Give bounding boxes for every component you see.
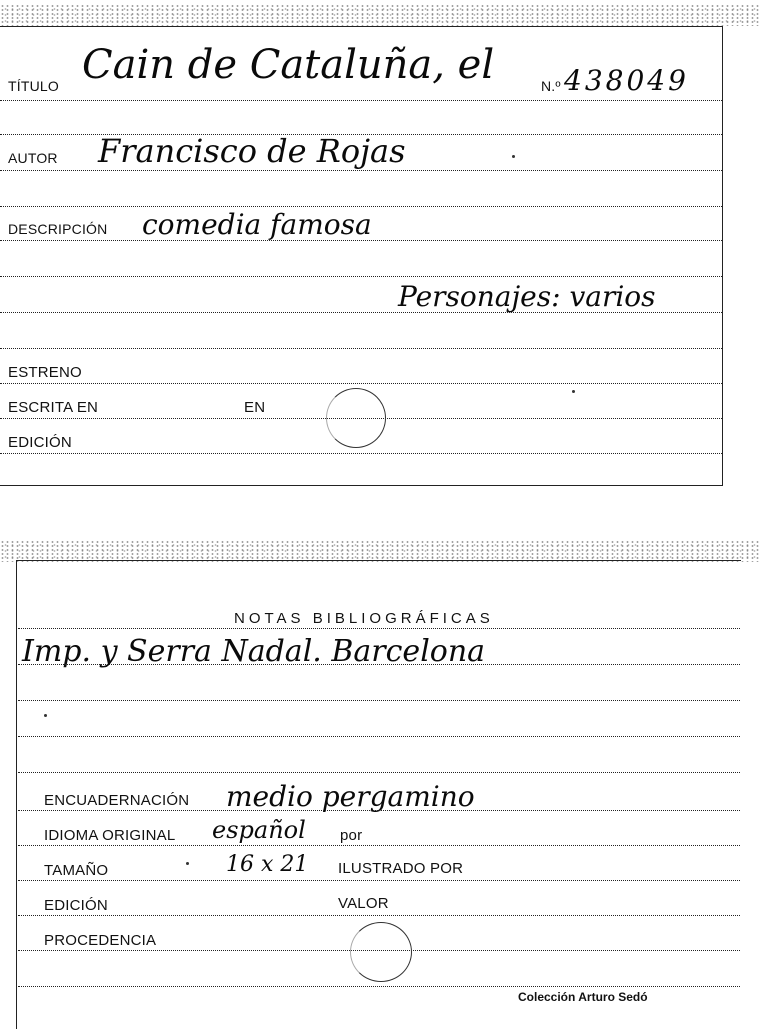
titulo-line [0, 100, 722, 101]
speck [186, 862, 189, 865]
notas-value: Imp. y Serra Nadal. Barcelona [22, 634, 486, 669]
encuadernacion-value: medio pergamino [226, 780, 475, 813]
tamano-value: 16 x 21 [226, 852, 309, 877]
autor-line [0, 170, 722, 171]
autor-value: Francisco de Rojas [98, 132, 406, 170]
en-label: EN [244, 399, 266, 416]
separator-line [0, 206, 722, 207]
escrita-en-label: ESCRITA EN [8, 399, 99, 416]
punch-hole-stamp [326, 388, 386, 448]
idioma-label: IDIOMA ORIGINAL [44, 827, 176, 844]
por-label: por [340, 827, 363, 844]
scan-noise-top [0, 4, 759, 26]
blank-line [18, 736, 740, 737]
notas-value-line [18, 664, 740, 665]
personajes-value: Personajes: varios [398, 280, 656, 313]
collection-footer: Colección Arturo Sedó [518, 990, 648, 1004]
idioma-value: español [212, 816, 306, 844]
speck [512, 155, 515, 158]
idioma-line [18, 845, 740, 846]
speck [572, 390, 575, 393]
autor-label: AUTOR [8, 150, 58, 166]
scan-noise-bottom [0, 540, 759, 562]
tamano-label: TAMAÑO [44, 862, 109, 879]
descripcion-line [0, 240, 722, 241]
titulo-value: Cain de Cataluña, el [82, 42, 495, 88]
titulo-label: TÍTULO [8, 78, 59, 94]
numero-value: 438049 [564, 64, 689, 97]
descripcion-value: comedia famosa [142, 208, 372, 241]
estreno-label: ESTRENO [8, 364, 82, 381]
edicion-label-bottom: EDICIÓN [44, 897, 108, 914]
tamano-line [18, 880, 740, 881]
bottom-line [18, 986, 740, 987]
punch-hole-stamp [350, 922, 412, 982]
notas-title: NOTAS BIBLIOGRÁFICAS [234, 610, 494, 627]
blank-line [18, 772, 740, 773]
edicion-line [0, 453, 722, 454]
estreno-line [0, 383, 722, 384]
notas-line [18, 628, 740, 629]
separator-line [0, 276, 722, 277]
ilustrado-label: ILUSTRADO POR [338, 860, 464, 877]
separator-line [0, 348, 722, 349]
personajes-line [0, 312, 722, 313]
procedencia-label: PROCEDENCIA [44, 932, 157, 949]
speck [44, 714, 47, 717]
encuadernacion-line [18, 810, 740, 811]
edicion-line-bottom [18, 915, 740, 916]
descripcion-label: DESCRIPCIÓN [8, 221, 108, 237]
encuadernacion-label: ENCUADERNACIÓN [44, 792, 190, 809]
numero-label: N.º [541, 78, 561, 94]
blank-line [18, 700, 740, 701]
edicion-label: EDICIÓN [8, 434, 72, 451]
valor-label: VALOR [338, 895, 389, 912]
